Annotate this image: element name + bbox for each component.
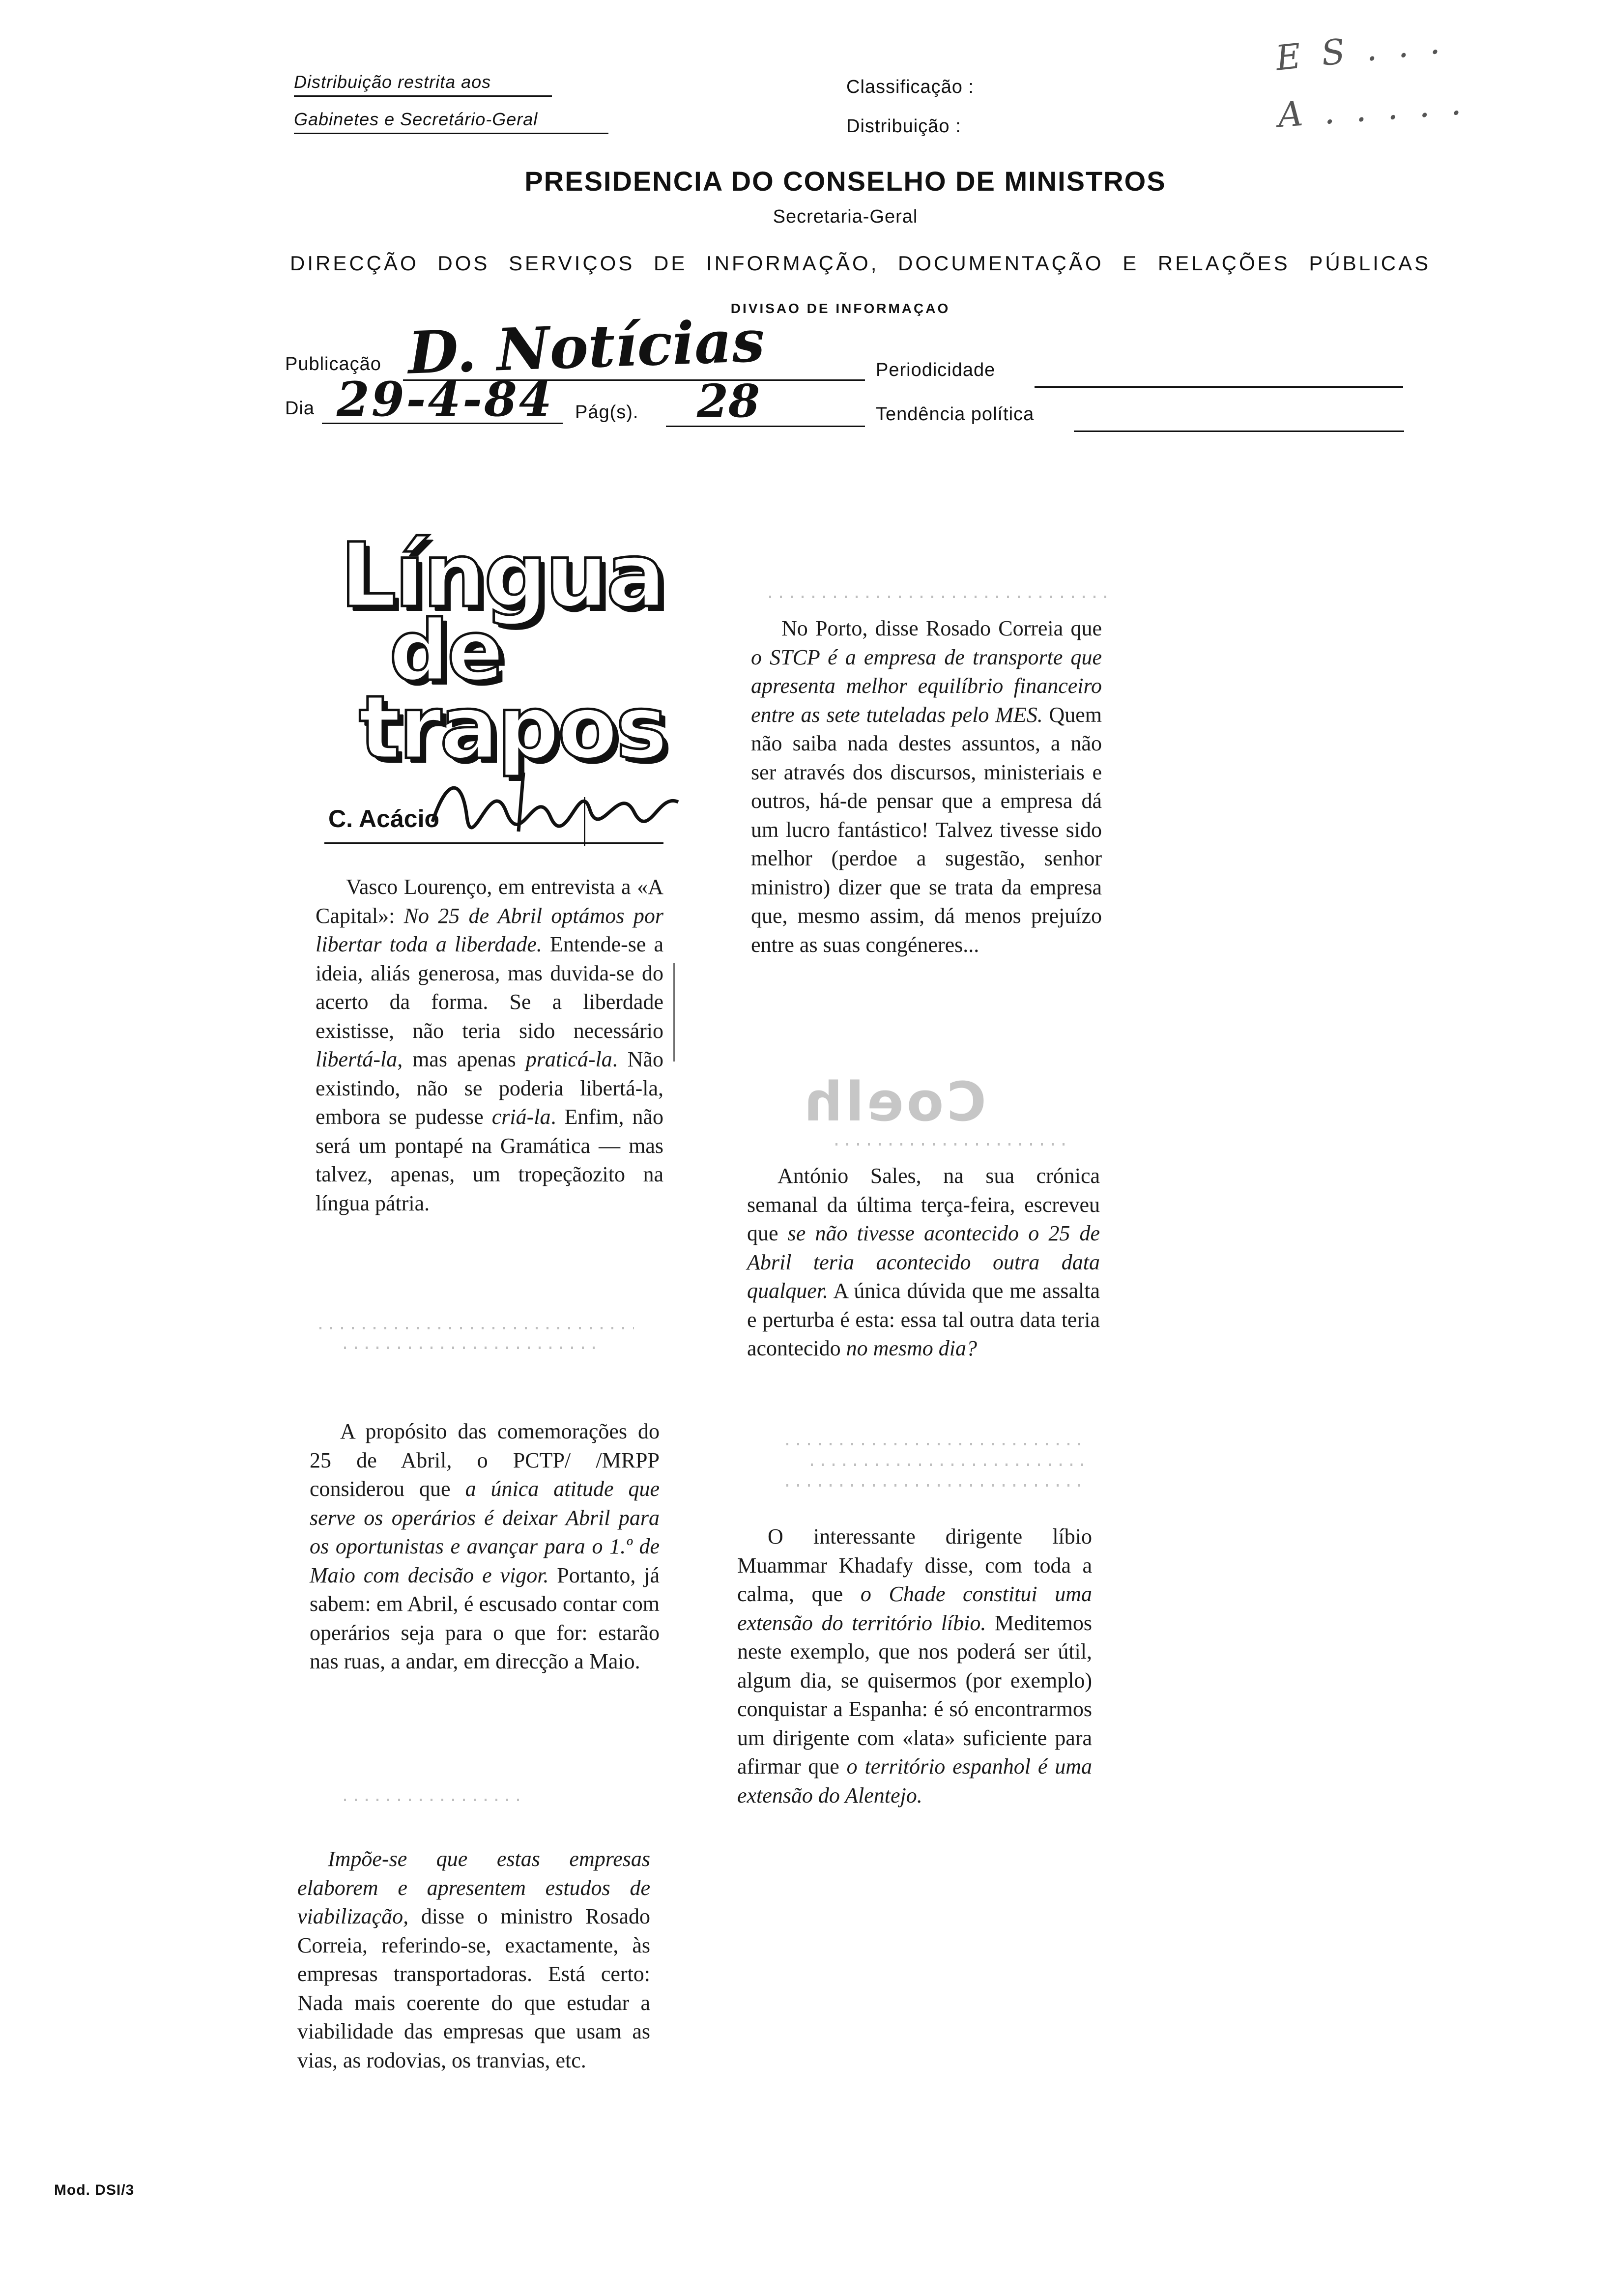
column-masthead — [305, 524, 666, 846]
separator-speckle — [769, 596, 1108, 598]
pags-label: Pág(s). — [575, 402, 639, 423]
periodicidade-line — [1035, 386, 1403, 388]
quote-run: o território espanhol é uma extensão do Alentejo. — [737, 1754, 1092, 1808]
quote-run: libertá-la — [316, 1047, 398, 1071]
separator-speckle — [344, 1799, 521, 1801]
division-line: DIVISAO DE INFORMAÇAO — [730, 301, 950, 316]
directorate-line: DIRECÇÃO DOS SERVIÇOS DE INFORMAÇÃO, DOCUMENTAÇÃO E RELAÇÕES PÚBLICAS — [290, 252, 1431, 275]
page-subtitle: Secretaria-Geral — [773, 206, 918, 227]
handwritten-annotation-2: A . . . . . — [1276, 82, 1468, 136]
author-underline — [324, 842, 663, 844]
restriction-line-2: Gabinetes e Secretário-Geral — [294, 109, 608, 134]
text-run: A única dúvida que me assalta e perturba é esta: essa tal outra data teria acontecido — [747, 1279, 1100, 1360]
handwritten-annotation-1: E S . . . — [1273, 21, 1447, 79]
masthead-word-trapos: trapos — [359, 677, 666, 778]
dia-value: 29-4-84 — [337, 372, 554, 427]
quote-run: o Chade constitui uma extensão do território líbio. — [737, 1582, 1092, 1635]
pags-line — [666, 426, 865, 427]
text-run: Entende-se a ideia, aliás generosa, mas duvida-se do acerto da forma. Se a liberdade existisse, não teria sido necessário — [316, 932, 664, 1043]
text-run: A propósito das comemorações do 25 de Abril, o PCTP/ /MRPP considerou que — [310, 1419, 660, 1501]
text-run: No Porto, disse Rosado Correia que — [781, 616, 1102, 640]
quote-run: criá-la — [491, 1105, 551, 1129]
text-run: Meditemos neste exemplo, que nos poderá ser útil, algum dia, se quisermos (por exemplo) conquistar a Espanha: é só encontrarmos um dirigente com «lata» suficiente para afirmar que — [737, 1610, 1093, 1779]
separator-speckle — [786, 1443, 1081, 1445]
restriction-line-1: Distribuição restrita aos — [294, 72, 552, 97]
text-run: Portanto, já sabem: em Abril, é escusado contar com operários seja para o que for: estarão nas ruas, a andar, em direcção a Maio. — [310, 1563, 660, 1673]
left-paragraph-2 — [310, 1417, 660, 1676]
text-run: . Não existindo, não se poderia libertá-la, embora se pudesse — [316, 1047, 663, 1129]
author-name: C. Acácio — [328, 805, 440, 832]
tendencia-label: Tendência política — [876, 404, 1035, 425]
text-run: , mas apenas — [397, 1047, 526, 1071]
periodicidade-label: Periodicidade — [876, 360, 996, 380]
signature-scribble — [428, 763, 683, 836]
text-run: Vasco Lourenço, em entrevista a «A Capital»: — [316, 875, 663, 928]
text-run: O interessante dirigente líbio Muammar Khadafy disse, com toda a calma, que — [737, 1524, 1092, 1606]
quote-run: Impõe-se que estas empresas elaborem e apresentem estudos de viabilização, — [297, 1847, 650, 1928]
tendencia-line — [1074, 430, 1404, 432]
dia-line — [322, 423, 563, 424]
quote-run: No 25 de Abril optámos por libertar toda a liberdade. — [316, 903, 663, 956]
bleed-through-smudge: Coelh — [801, 1070, 986, 1133]
separator-speckle — [811, 1464, 1086, 1466]
separator-speckle — [344, 1347, 600, 1349]
text-run: Quem não saiba nada destes assuntos, a não ser através dos discursos, ministeriais e outros, há-de pensar que a empresa dá um lucro fantástico! Talvez tivesse sido melhor (perdoe a sugestão, senhor ministro) dizer que se trata da empresa que, mesmo assim, dá menos prejuízo entre as suas congéneres... — [751, 702, 1102, 957]
left-paragraph-1 — [316, 873, 663, 1218]
right-paragraph-3 — [737, 1522, 1092, 1810]
author-divider — [584, 797, 585, 846]
text-run: . Enfim, não será um pontapé na Gramática — mas talvez, apenas, um tropeçãozito na língua pátria. — [316, 1105, 663, 1215]
quote-run: o STCP é a empresa de transporte que apresenta melhor equilíbrio financeiro entre as sete tuteladas pelo MES. — [751, 645, 1102, 727]
left-paragraph-3 — [297, 1845, 650, 2075]
right-paragraph-2 — [747, 1162, 1100, 1363]
page-title: PRESIDENCIA DO CONSELHO DE MINISTROS — [524, 166, 1166, 197]
text-run: disse o ministro Rosado Correia, referindo-se, exactamente, às empresas transportadoras. Está certo: Nada mais coerente do que estudar a viabilidade das empresas que usam as vias, as rodovias, os tranvias, etc. — [297, 1904, 650, 2072]
masthead-word-lingua: Língua — [340, 524, 664, 627]
form-model-code: Mod. DSI/3 — [54, 2182, 135, 2198]
quote-run: praticá-la — [525, 1047, 612, 1071]
dia-label: Dia — [285, 398, 315, 419]
separator-speckle — [786, 1484, 1081, 1487]
right-paragraph-1 — [751, 614, 1102, 959]
classificacao-label: Classificação : — [846, 77, 974, 97]
quote-run: a única atitude que serve os operários é deixar Abril para os oportunistas e avançar para o 1.º de Maio com decisão e vigor. — [310, 1477, 660, 1587]
text-run: António Sales, na sua crónica semanal da última terça-feira, escreveu que — [747, 1164, 1100, 1245]
column-edge-mark — [673, 963, 675, 1062]
separator-speckle — [835, 1143, 1071, 1146]
publicacao-label: Publicação — [285, 354, 381, 374]
distribuicao-label: Distribuição : — [846, 116, 961, 137]
masthead-word-de: de — [389, 603, 502, 700]
pags-value: 28 — [697, 374, 760, 428]
separator-speckle — [319, 1327, 634, 1329]
quote-run: no mesmo dia? — [846, 1336, 978, 1360]
publicacao-value: D. Notícias — [406, 306, 766, 387]
quote-run: se não tivesse acontecido o 25 de Abril teria acontecido outra data qualquer. — [747, 1221, 1100, 1303]
